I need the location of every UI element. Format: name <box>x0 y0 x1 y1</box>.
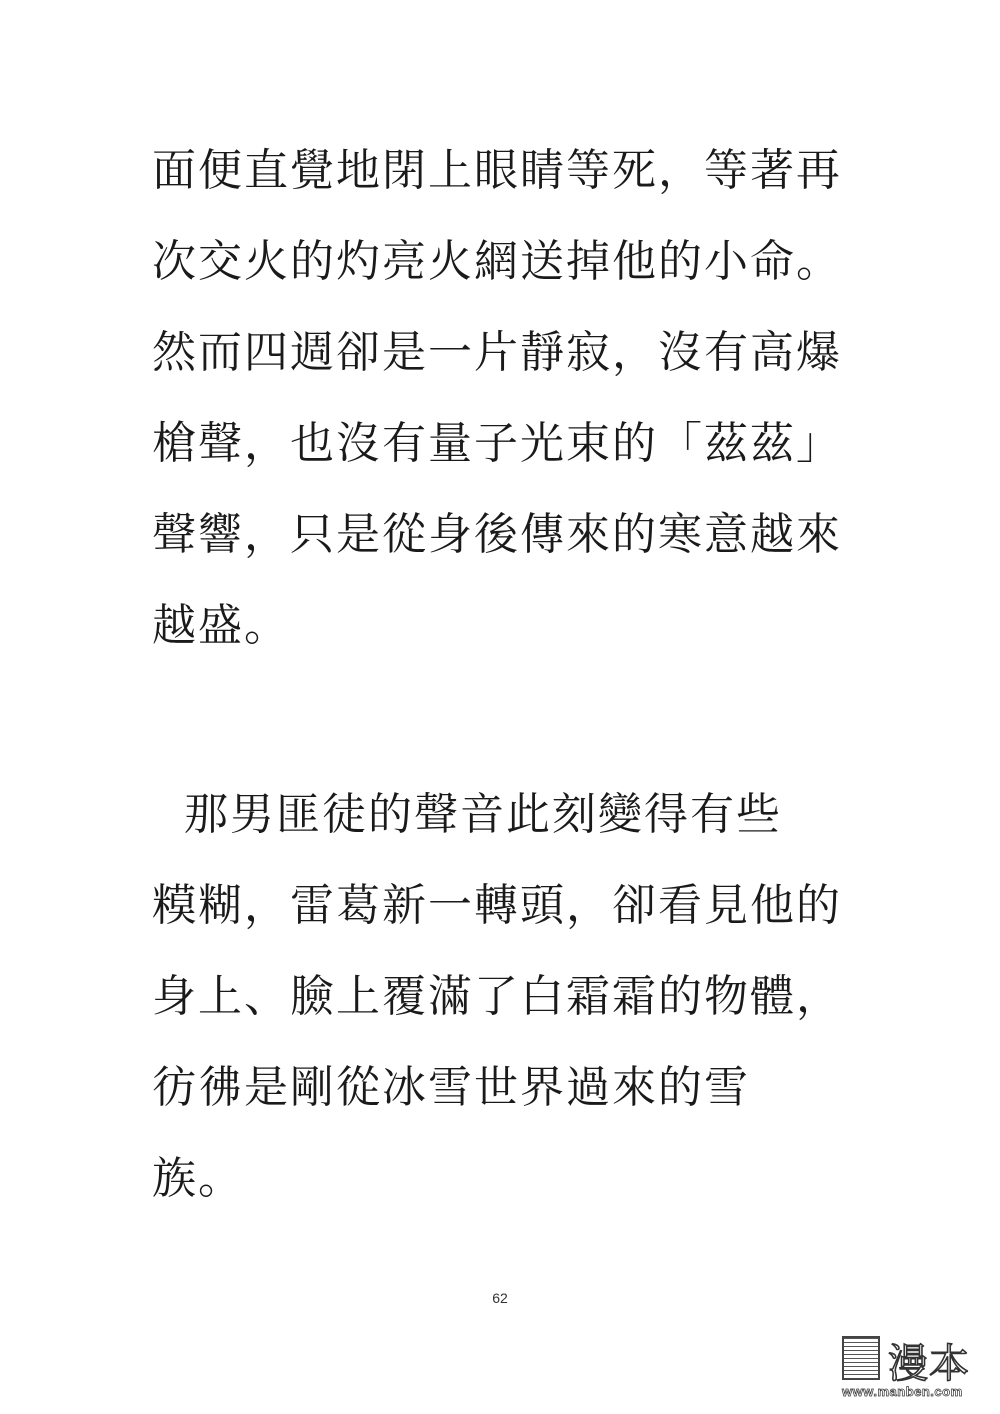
text-line: 越盛。 <box>152 600 290 651</box>
body-text <box>152 138 872 1237</box>
text-line: 族。 <box>152 1153 244 1204</box>
manben-logo-icon <box>842 1336 880 1380</box>
text-line: 那男匪徒的聲音此刻變得有些 <box>152 789 782 840</box>
watermark-title: 漫本 <box>888 1341 970 1387</box>
text-line: 聲響，只是從身後傳來的寒意越來 <box>152 509 842 560</box>
watermark-url: www.manben.com <box>842 1384 963 1399</box>
page-number: 62 <box>492 1290 508 1306</box>
text-line: 彷彿是剛從冰雪世界過來的雪 <box>152 1062 750 1113</box>
paragraph <box>152 138 872 684</box>
paragraph <box>152 782 872 1237</box>
text-line: 糢糊，雷葛新一轉頭，卻看見他的 <box>152 880 842 931</box>
text-line: 面便直覺地閉上眼睛等死，等著再 <box>152 145 842 196</box>
paragraph-gap <box>152 684 872 782</box>
text-line: 次交火的灼亮火網送掉他的小命。 <box>152 236 842 287</box>
text-line: 槍聲，也沒有量子光束的「茲茲」 <box>152 418 842 469</box>
text-line: 身上、臉上覆滿了白霜霜的物體， <box>152 971 842 1022</box>
text-line: 然而四週卻是一片靜寂，沒有高爆 <box>152 327 842 378</box>
watermark <box>842 1334 992 1404</box>
